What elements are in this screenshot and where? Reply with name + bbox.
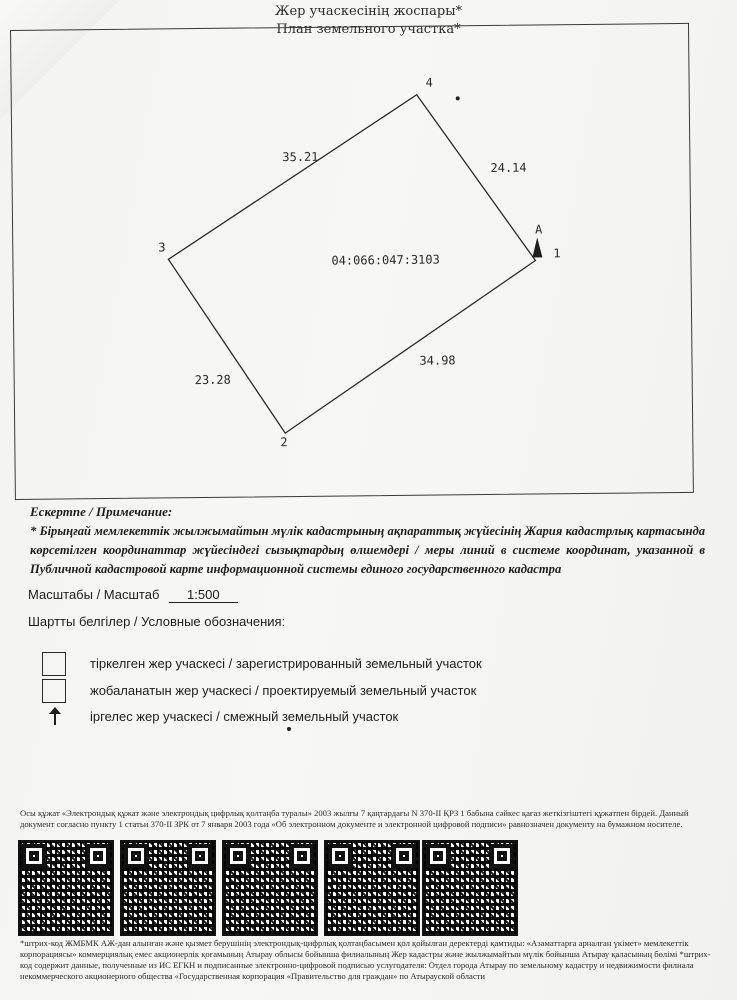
qr-code [222, 840, 318, 936]
barcode-note: *штрих-код ЖМБМК АЖ-дан алынған және қызмет берушінің электрондық-цифрлық қолтаңбасымен қол қойылған деректерді қамтиды: «Азаматтарға арналған үкімет» мемлекеттік корпорациясы» коммерциялық емес акционерлік қоғамының Атырау облысы бойынша филиалының Жер кадастры және жылжымайтын мүлік бойынша Атырау қаласының бөлімі *штрих-код содержит данные, полученные из ИС ЕГКН и подписанные электронно-цифровой подписью услугодателя: Отдел города Атырау по земельному кадастру и недвижимости филиала некоммерческого акционерного общества «Государственная корпорация «Правительство для граждан» по Атырауской области [20, 938, 711, 981]
vertex-label-2: 2 [280, 435, 288, 450]
note-text: * Бірыңғай мемлекеттік жылжымайтын мүлік кадастрының ақпараттық жүйесінің Жария кадастрлық картасында көрсетілген координаттар жүйесіндегі сызықтардың өлшемдері / меры линий в системе координат, указанной в Публичной кадастровой карте информационной системы единого государственного кадастра [30, 524, 705, 576]
ink-speck [456, 96, 460, 100]
side-length-1-2: 34.98 [419, 353, 456, 368]
qr-code [422, 840, 518, 936]
scale-line [28, 587, 238, 603]
north-label: А [535, 222, 543, 237]
note-heading: Ескертпе / Примечание: [30, 504, 173, 519]
side-length-2-3: 23.28 [194, 372, 231, 388]
legend-item-text: жобаланатын жер учаскесі / проектируемый земельный участок [90, 683, 477, 698]
legal-statement: Осы құжат «Электрондық құжат және электрондық цифрлық қолтаңба туралы» 2003 жылғы 7 қаңтардағы N 370-II ҚРЗ 1 бабына сәйкес қағаз жеткізгіштегі құжатпен бірдей. Данный документ согласно пункту 1 статьи 370-II ЗРК от 7 января 2003 года «Об электронном документе и электронной цифровой подписи» равнозначен документу на бумажном носителе. [20, 808, 689, 829]
registered-parcel-square-icon [42, 652, 66, 676]
side-length-4-1: 24.14 [490, 160, 527, 175]
vertex-label-3: 3 [158, 240, 166, 255]
legend-item-text: тіркелген жер учаскесі / зарегистрированный земельный участок [90, 656, 482, 671]
vertex-label-1: 1 [553, 246, 561, 261]
legend-item-text: іргелес жер учаскесі / смежный земельный участок [90, 709, 399, 724]
projected-parcel-square-icon [42, 679, 66, 703]
title-kz: Жер учаскесінің жоспары* [274, 4, 463, 19]
scale-value: 1:500 [169, 587, 238, 603]
legend-title: Шартты белгілер / Условные обозначения: [28, 614, 286, 629]
side-length-3-4: 35.21 [282, 149, 319, 165]
vertex-label-4: 4 [425, 75, 433, 90]
ink-speck [287, 727, 291, 731]
qr-code [120, 840, 216, 936]
qr-code [18, 840, 114, 936]
adjacent-parcel-arrow-up-icon [48, 707, 62, 725]
parcel-drawing [11, 24, 693, 499]
parcel-cadastral-number: 04:066:047:3103 [331, 252, 440, 268]
north-arrow-icon [532, 237, 542, 257]
scale-label: Масштабы / Масштаб [28, 587, 160, 602]
title-ru: План земельного участка* [276, 22, 461, 37]
plan-frame [10, 23, 694, 500]
qr-code [324, 840, 420, 936]
